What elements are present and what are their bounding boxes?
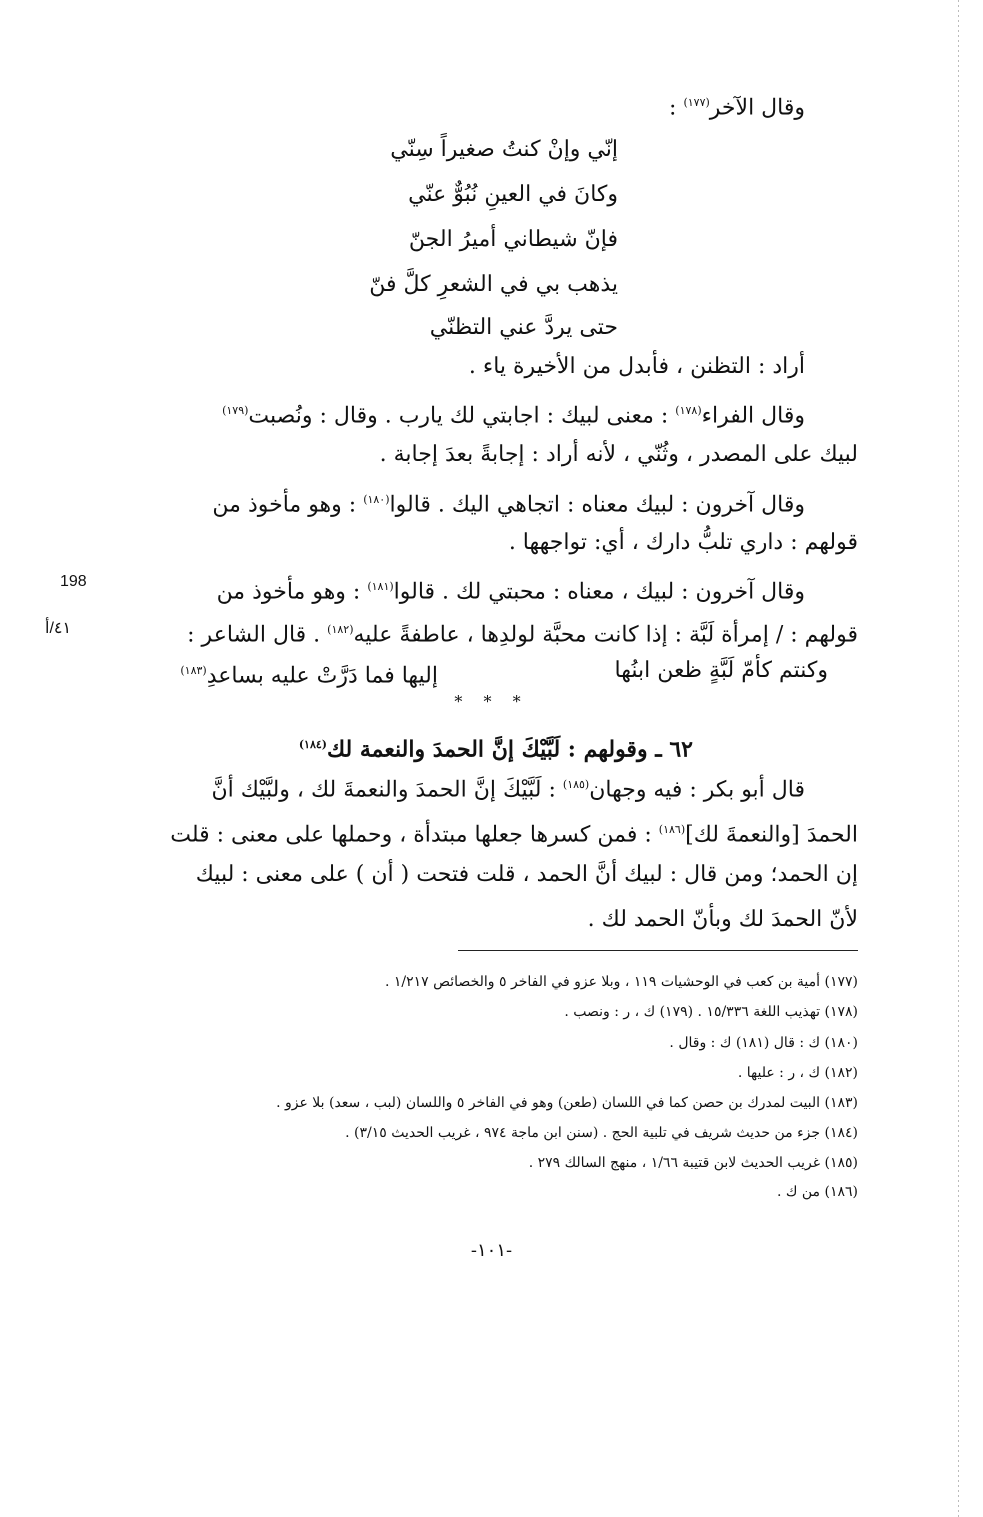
- intro-line: [669, 88, 805, 123]
- body-line: [217, 572, 805, 607]
- body-text: : معنى لبيك : اجابتي لك يارب . وقال : ونُصبت: [248, 403, 676, 429]
- footnote: (١٨٦) من ك .: [777, 1184, 858, 1200]
- margin-page-ref: 198: [60, 573, 87, 590]
- verse-first-hemistich: وكنتم كأمّ لَبَّةٍ ظعن ابنُها: [614, 658, 828, 683]
- body-text: قولهم : / إمرأة لَبَّة : إذا كانت محبَّة لولدِها ، عاطفةً عليه: [353, 622, 858, 648]
- section-line: إن الحمد؛ ومن قال : لبيك أنَّ الحمد ، قلت فتحت ( أن ) على معنى : لبيك: [195, 862, 858, 887]
- body-text: وقال آخرون : لبيك معناه : اتجاهي اليك . قالوا: [389, 492, 805, 518]
- footnote-ref: (١٨٤): [298, 738, 327, 751]
- footnote-ref: (١٨١): [367, 580, 394, 593]
- section-line: لأنّ الحمدَ لك وبأنّ الحمد لك .: [587, 907, 858, 932]
- page-number: -١٠١-: [470, 1240, 513, 1261]
- footnote: (١٨٠) ك : قال (١٨١) ك : وقال .: [669, 1035, 858, 1051]
- body-text: وقال آخرون : لبيك ، معناه : محبتي لك . قالوا: [393, 579, 805, 605]
- footnote-ref: (١٧٩): [222, 404, 249, 417]
- footnote: (١٧٧) أمية بن كعب في الوحشيات ١١٩ ، وبلا عزو في الفاخر ٥ والخصائص ١/٢١٧ .: [384, 974, 858, 990]
- footnote: (١٨٤) جزء من حديث شريف في تلبية الحج . (سنن ابن ماجة ٩٧٤ ، غريب الحديث ٣/١٥) .: [345, 1125, 858, 1141]
- section-divider: * * *: [454, 692, 529, 711]
- section-line: [212, 770, 806, 805]
- verse-second-hemistich: [180, 656, 438, 691]
- footnote-ref: (١٨٣): [180, 664, 207, 677]
- footnote-ref: (١٨٦): [658, 823, 686, 836]
- section-text: الحمدَ [والنعمةَ لك]: [685, 822, 858, 848]
- poem-line: حتى يردَّ عني التظنّي: [429, 315, 618, 340]
- body-line: قولهم : داري تلبُّ دارك ، أي: تواجهها .: [508, 530, 858, 555]
- body-line: لبيك على المصدر ، وثُنّي ، لأنه أراد : إجابةً بعدَ إجابة .: [379, 442, 858, 467]
- body-line: [222, 396, 805, 431]
- section-text: : فمن كسرها جعلها مبتدأة ، وحملها على معنى : قلت: [170, 822, 659, 848]
- poem-line: فإنّ شيطاني أميرُ الجنّ: [408, 227, 618, 252]
- body-text: . قال الشاعر :: [187, 622, 328, 648]
- body-text: وقال الفراء: [701, 403, 805, 429]
- intro-colon: :: [669, 95, 684, 121]
- footnote-ref: (١٧٧): [683, 96, 710, 109]
- footnote: (١٨٣) البيت لمدرك بن حصن كما في اللسان (طعن) وهو في الفاخر ٥ واللسان (لبب ، سعد) بلا عزو .: [276, 1095, 858, 1111]
- section-line: [170, 815, 858, 850]
- margin-folio: ٤١/أ: [45, 620, 72, 637]
- footnote: (١٨٥) غريب الحديث لابن قتيبة ١/٦٦ ، منهج السالك ٢٧٩ .: [528, 1155, 858, 1171]
- section-text: قال أبو بكر : فيه وجهان: [589, 777, 805, 803]
- heading-number: ٦٢ ـ: [655, 736, 693, 763]
- body-line: أراد : التظنن ، فأبدل من الأخيرة ياء .: [468, 354, 805, 379]
- section-text: : لَبَّيْكَ إنَّ الحمدَ والنعمةَ لك ، ولبَّيْك أنَّ: [211, 777, 563, 803]
- intro-text: وقال الآخر: [709, 95, 805, 121]
- body-line: [212, 485, 805, 520]
- scan-edge: [958, 0, 959, 1517]
- heading-text: وقولهم : لَبَّيْكَ إنَّ الحمدَ والنعمة لك: [326, 736, 648, 763]
- body-text: : وهو مأخوذ من: [216, 579, 368, 605]
- poem-line: يذهب بي في الشعرِ كلَّ فنّ: [369, 272, 618, 297]
- verse-text: إليها فما دَرَّتْ عليه بساعدِ: [206, 663, 438, 689]
- footnote-ref: (١٨٥): [562, 778, 590, 791]
- poem-line: إنّي وإنْ كنتُ صغيراً سِنّي: [390, 137, 618, 162]
- footnote-ref: (١٨٠): [363, 493, 390, 506]
- footnote-rule: [458, 950, 858, 951]
- body-line: [187, 615, 858, 650]
- footnote-ref: (١٧٨): [675, 404, 702, 417]
- footnote: (١٧٨) تهذيب اللغة ١٥/٣٣٦ . (١٧٩) ك ، ر : ونصب .: [564, 1004, 858, 1020]
- poem-line: وكانَ في العينِ نُبُوٌّ عنّي: [408, 182, 618, 207]
- body-text: : وهو مأخوذ من: [212, 492, 364, 518]
- section-heading: [299, 730, 693, 764]
- footnote-ref: (١٨٢): [327, 623, 354, 636]
- footnote: (١٨٢) ك ، ر : عليها .: [737, 1065, 858, 1081]
